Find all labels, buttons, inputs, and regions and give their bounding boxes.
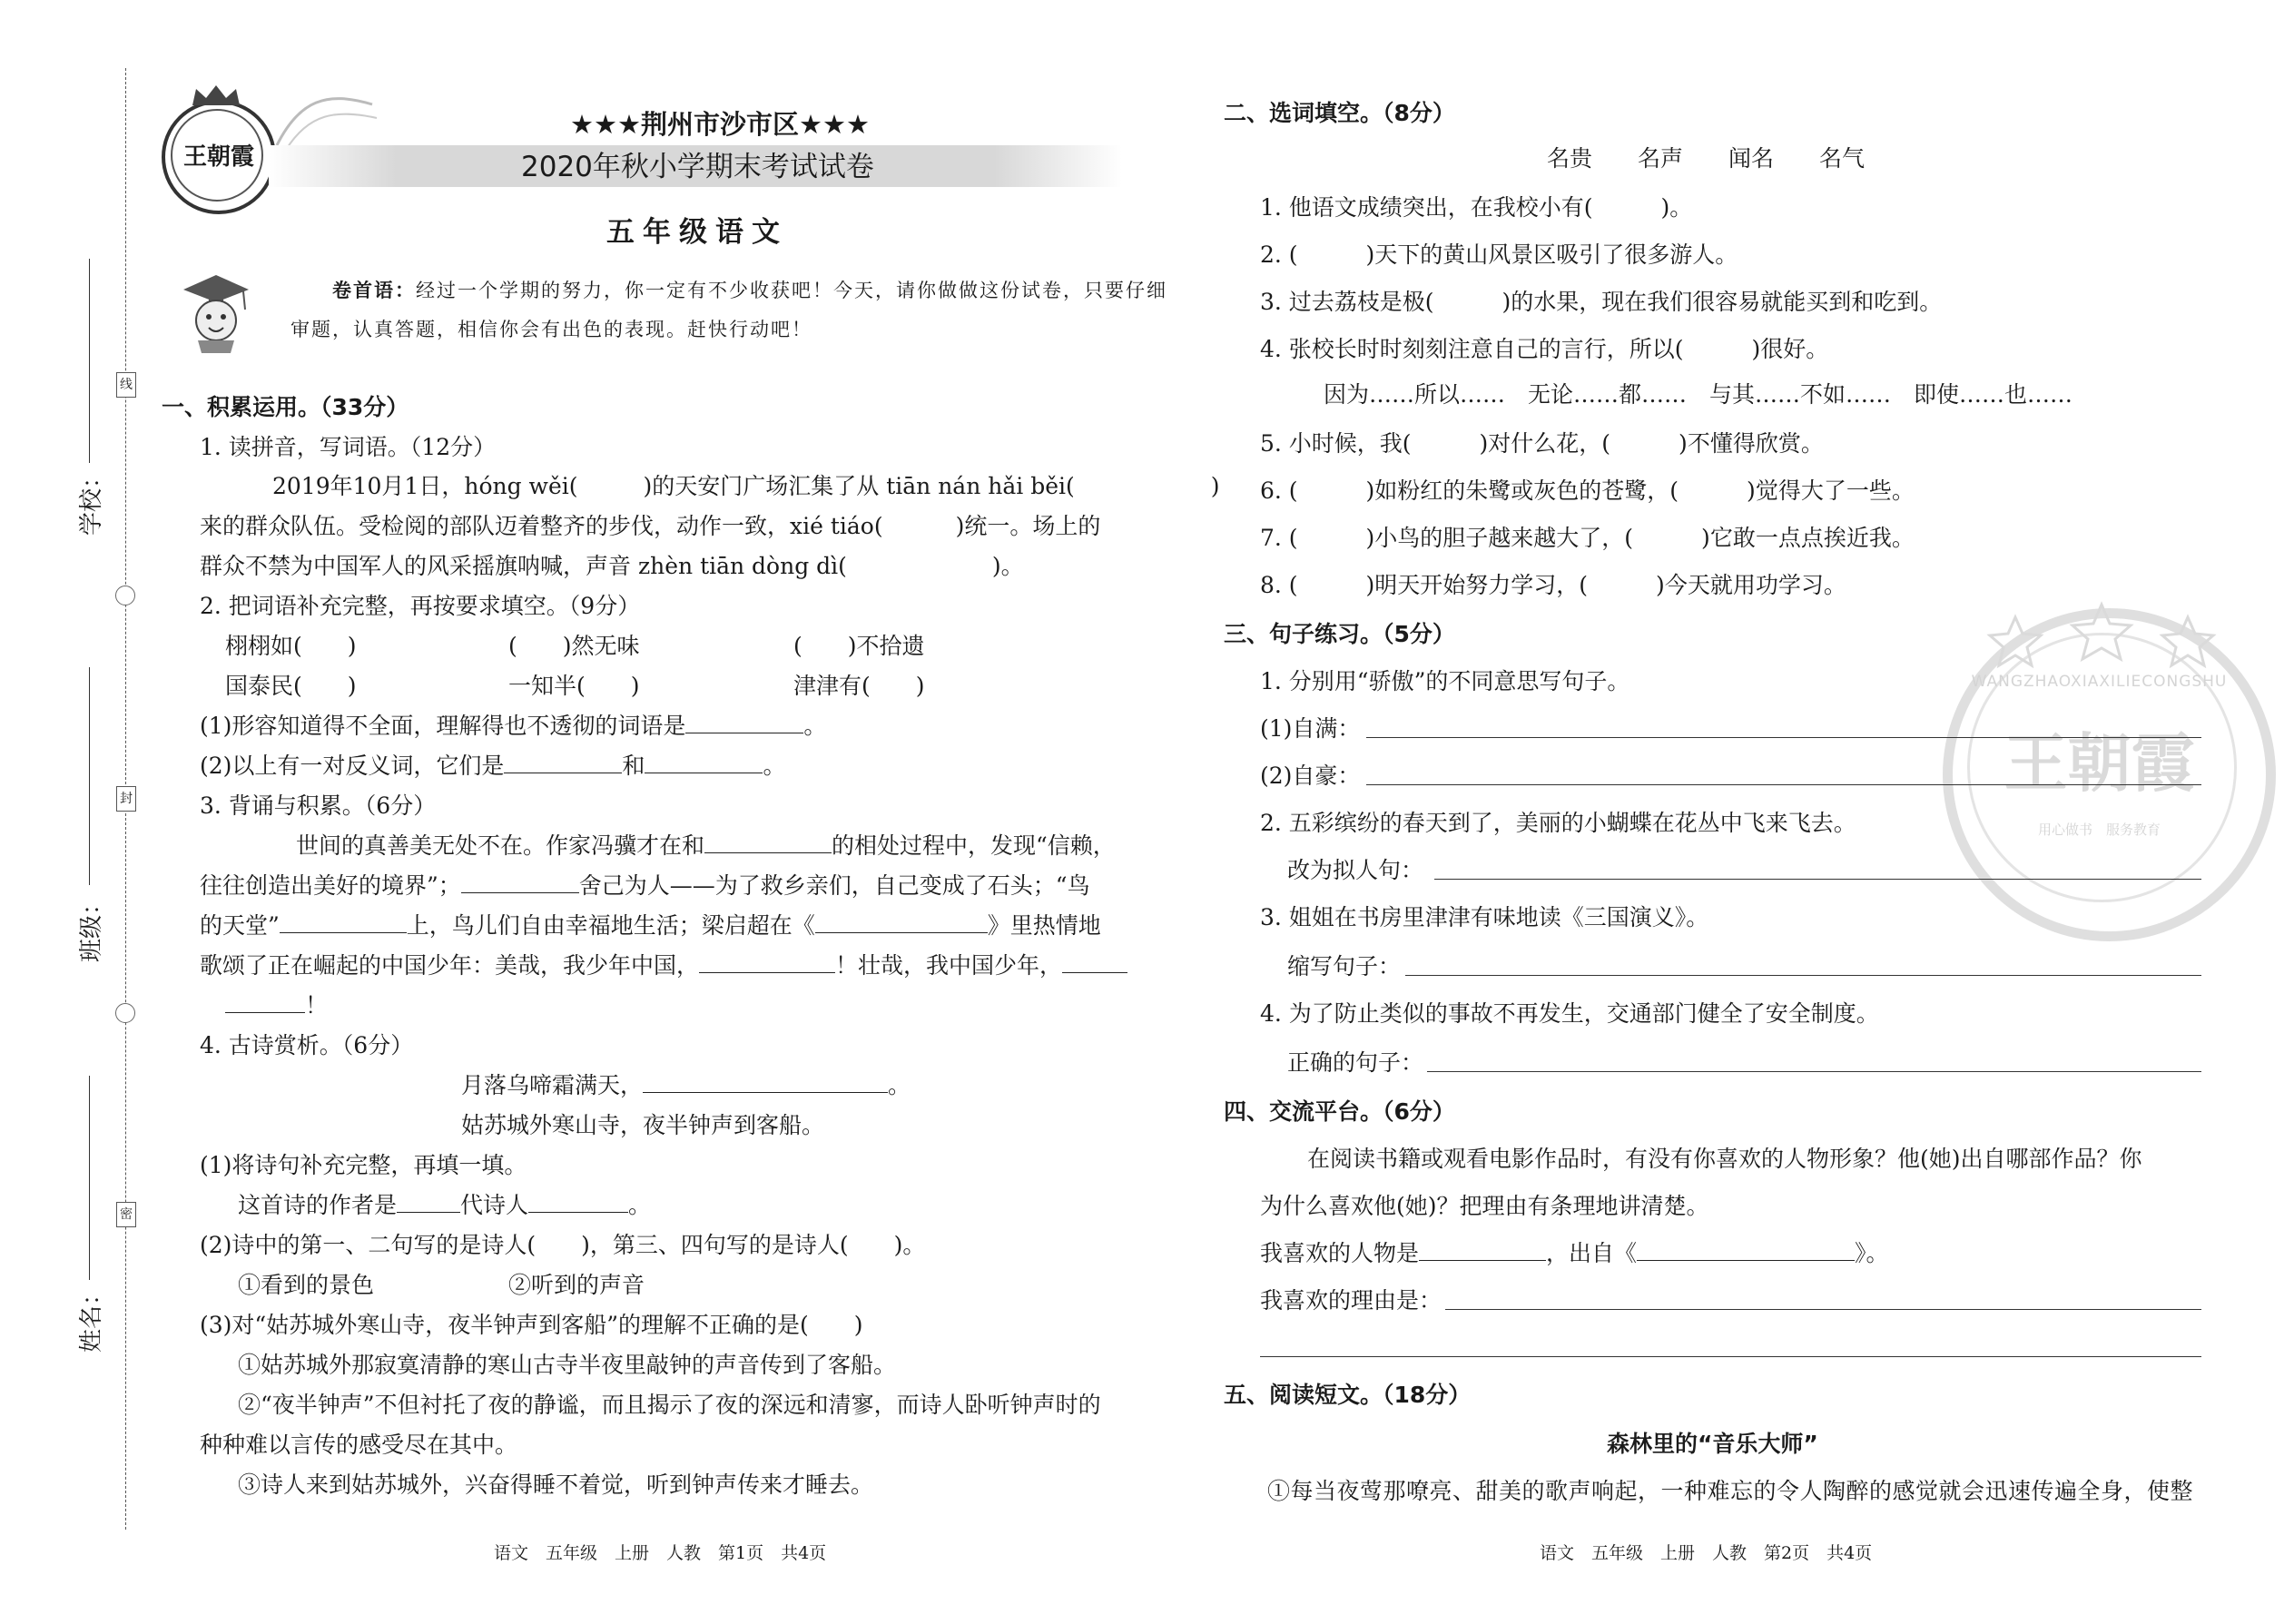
q1-line-2 — [200, 513, 1100, 540]
school-field[interactable] — [89, 259, 90, 463]
q2-s2-end: 。 — [763, 753, 786, 779]
school-label: 学校： — [78, 464, 105, 536]
s2-q6: 6. ( )如粉红的朱鹭或灰色的苍鹭，( )觉得大了一些。 — [1260, 477, 1915, 504]
q3-blank-6[interactable] — [1062, 952, 1127, 973]
section-4-title: 四、交流平台。（6分） — [1224, 1098, 1455, 1125]
q3-l3-b: 上，鸟儿们自由幸福地生活；梁启超在《 — [406, 912, 815, 939]
q1-l3-part-a: 群众不禁为中国军人的风采摇旗呐喊，声音 zhèn tiān dòng dì( — [200, 553, 847, 579]
q3-l3-c: 》里热情地 — [987, 912, 1101, 939]
q1-l1-part-c: ) — [1210, 473, 1220, 499]
word-bank: 名贵 名声 闻名 名气 — [1547, 145, 1866, 172]
q3-l4-b: ！壮哉，我中国少年， — [835, 952, 1063, 979]
q1-line-1 — [272, 473, 1220, 500]
q2-sub-2 — [200, 753, 785, 780]
q2-word-5: 一知半( ) — [508, 673, 640, 699]
q1-l1-part-a: 2019年10月1日，hóng wěi( — [272, 473, 578, 499]
s2-q1: 1. 他语文成绩突出，在我校小有( )。 — [1260, 194, 1693, 221]
watermark-slogan: 用心做书 服务教育 — [2037, 822, 2161, 838]
q4-sub-3-option-3: ③诗人来到姑苏城外，兴奋得睡不着觉，听到钟声传来才睡去。 — [238, 1471, 874, 1498]
q2-word-1: 栩栩如( ) — [225, 633, 357, 659]
q4-sub-1: (1)将诗句补充完整，再填一填。 — [200, 1152, 527, 1178]
seal-box-seal: 封 — [116, 786, 136, 812]
class-field[interactable] — [89, 667, 90, 885]
q3-title: 3. 背诵与积累。（6分） — [200, 792, 437, 819]
intro-line-1 — [332, 277, 1167, 304]
q2-title: 2. 把词语补充完整，再按要求填空。（9分） — [200, 593, 641, 619]
s3-q1-a-answer-line[interactable] — [1366, 737, 2201, 738]
section-3-title: 三、句子练习。（5分） — [1224, 621, 1455, 647]
q2-s1-blank[interactable] — [685, 713, 803, 733]
mascot-scholar-icon — [178, 268, 254, 354]
q3-line-5 — [225, 992, 328, 1019]
q3-line-2 — [200, 872, 1090, 900]
q3-blank-7[interactable] — [225, 992, 305, 1013]
s4-from-label: ，出自《 — [1546, 1240, 1638, 1266]
poem-l1-text: 月落乌啼霜满天， — [461, 1072, 644, 1098]
q4-sub-3: (3)对“姑苏城外寒山寺，夜半钟声到客船”的理解不正确的是( ) — [200, 1312, 863, 1338]
watermark-ring-text: WANGZHAOXIAXILIECONGSHU — [1971, 673, 2228, 691]
s4-character-label: 我喜欢的人物是 — [1260, 1240, 1420, 1266]
seal-box-line: 线 — [116, 372, 136, 398]
s4-work-blank[interactable] — [1637, 1240, 1855, 1261]
q3-l5-end: ！ — [305, 992, 329, 1019]
q2-word-6: 津津有( ) — [793, 673, 925, 699]
s4-line-2: 为什么喜欢他(她)？把理由有条理地讲清楚。 — [1260, 1193, 1709, 1219]
exam-region: ★★★荆州市沙市区★★★ — [570, 109, 870, 140]
q2-word-3: ( )不拾遗 — [793, 633, 925, 659]
q1-title: 1. 读拼音，写词语。（12分） — [200, 434, 497, 460]
q2-s1-text: (1)形容知道得不全面，理解得也不透彻的词语是 — [200, 713, 686, 739]
q1-l2-part-b: )统一。场上的 — [955, 513, 1101, 539]
q3-line-1 — [296, 832, 1116, 860]
q3-blank-5[interactable] — [699, 952, 835, 973]
conjunction-bank: 因为……所以…… 无论……都…… 与其……不如…… 即使……也…… — [1324, 381, 2073, 408]
s2-q2: 2. ( )天下的黄山风景区吸引了很多游人。 — [1260, 241, 1738, 268]
section-5-title: 五、阅读短文。（18分） — [1224, 1382, 1472, 1408]
q2-word-2: ( )然无味 — [508, 633, 640, 659]
name-label: 姓名： — [78, 1281, 105, 1353]
q1-l3-part-b: )。 — [991, 553, 1024, 579]
section-2-title: 二、选词填空。（8分） — [1224, 100, 1455, 126]
s4-character-blank[interactable] — [1419, 1240, 1546, 1261]
left-page-footer: 语文 五年级 上册 人教 第1页 共4页 — [494, 1543, 827, 1563]
hole-marker-1 — [115, 586, 135, 605]
q3-blank-3[interactable] — [280, 912, 407, 933]
q3-blank-4[interactable] — [815, 912, 988, 933]
q2-word-4: 国泰民( ) — [225, 673, 357, 699]
q4-sub-1-line — [238, 1192, 651, 1219]
poem-line-2: 姑苏城外寒山寺，夜半钟声到客船。 — [461, 1112, 825, 1138]
q4-poet-blank[interactable] — [528, 1192, 628, 1213]
q3-l1-a: 世间的真善美无处不在。作家冯骥才在和 — [296, 832, 705, 859]
s4-reason-line-2[interactable] — [1260, 1356, 2201, 1357]
q4-title: 4. 古诗赏析。（6分） — [200, 1032, 414, 1058]
q2-s2-text: (2)以上有一对反义词，它们是 — [200, 753, 505, 779]
q3-blank-1[interactable] — [704, 832, 832, 853]
s3-q2-answer-line[interactable] — [1434, 879, 2201, 880]
q2-s2-blank-1[interactable] — [504, 753, 622, 773]
q2-s2-blank-2[interactable] — [645, 753, 763, 773]
seal-box-secret: 密 — [116, 1202, 136, 1227]
name-field[interactable] — [89, 1076, 90, 1280]
brand-crown-icon — [191, 84, 241, 107]
hole-marker-2 — [115, 1003, 135, 1023]
s4-line-1: 在阅读书籍或观看电影作品时，有没有你喜欢的人物形象？他(她)出自哪部作品？你 — [1307, 1146, 2142, 1172]
section-1-title: 一、积累运用。（33分） — [162, 394, 409, 420]
q4-sub-3-option-1: ①姑苏城外那寂寞清静的寒山古寺半夜里敲钟的声音传到了客船。 — [238, 1352, 897, 1378]
right-page-footer: 语文 五年级 上册 人教 第2页 共4页 — [1540, 1543, 1873, 1563]
q2-s1-end: 。 — [803, 713, 827, 739]
s4-reason-line-1[interactable] — [1445, 1309, 2201, 1310]
s3-q2-label: 改为拟人句： — [1287, 857, 1424, 883]
q3-line-3 — [200, 912, 1101, 940]
s2-q5: 5. 小时候，我( )对什么花，( )不懂得欣赏。 — [1260, 430, 1824, 457]
s3-q3-answer-line[interactable] — [1405, 975, 2201, 976]
q1-line-3 — [200, 553, 1024, 580]
s3-q4-answer-line[interactable] — [1427, 1071, 2201, 1072]
q3-l4-a: 歌颂了正在崛起的中国少年：美哉，我少年中国， — [200, 952, 700, 979]
s3-q4-label: 正确的句子： — [1287, 1049, 1424, 1076]
q3-l2-a: 往往创造出美好的境界”； — [200, 872, 461, 899]
q1-l1-part-b: )的天安门广场汇集了从 tiān nán hǎi běi( — [643, 473, 1075, 499]
intro-label: 卷首语： — [332, 280, 416, 301]
intro-text-1: 经过一个学期的努力，你一定有不少收获吧！今天，请你做做这份试卷，只要仔细 — [416, 280, 1167, 301]
q4-poet-label: 代诗人 — [460, 1192, 529, 1218]
s4-reason-label: 我喜欢的理由是： — [1260, 1287, 1442, 1314]
s3-q1: 1. 分别用“骄傲”的不同意思写句子。 — [1260, 668, 1630, 694]
s4-line-3 — [1260, 1240, 1889, 1267]
subject-title: 五年级语文 — [606, 216, 788, 249]
class-label: 班级： — [78, 891, 105, 962]
q3-l3-a: 的天堂” — [200, 912, 280, 939]
brand-logo-text: 王朝霞 — [182, 143, 254, 171]
q4-sub-2-option-1: ①看到的景色 — [238, 1272, 375, 1298]
q4-sub-3-option-2b: 种种难以言传的感受尽在其中。 — [200, 1432, 518, 1458]
q4-sub-3-option-2a: ②“夜半钟声”不但衬托了夜的静谧，而且揭示了夜的深远和清寥，而诗人卧听钟声时的 — [238, 1392, 1101, 1418]
s3-q2: 2. 五彩缤纷的春天到了，美丽的小蝴蝶在花丛中飞来飞去。 — [1260, 810, 1856, 836]
s3-q4: 4. 为了防止类似的事故不再发生，交通部门健全了安全制度。 — [1260, 1000, 1879, 1027]
q4-dynasty-blank[interactable] — [397, 1192, 460, 1213]
exam-title: 2020年秋小学期末考试试卷 — [521, 151, 874, 183]
q4-s1-end: 。 — [628, 1192, 652, 1218]
q4-author-label: 这首诗的作者是 — [238, 1192, 398, 1218]
s3-q1-b-label: (2)自豪： — [1260, 763, 1361, 789]
s3-q3-label: 缩写句子： — [1287, 953, 1402, 979]
q3-l1-b: 的相处过程中，发现“信赖， — [832, 832, 1116, 859]
brand-logo — [162, 100, 276, 214]
q3-blank-2[interactable] — [461, 872, 579, 893]
watermark-stars-icon — [1961, 599, 2242, 681]
intro-line-2: 审题，认真答题，相信你会有出色的表现。赶快行动吧！ — [290, 319, 812, 340]
s3-q1-a-label: (1)自满： — [1260, 715, 1361, 742]
s3-q1-b-answer-line[interactable] — [1366, 784, 2201, 785]
watermark-brand-text: 王朝霞 — [2004, 725, 2195, 801]
story-line-1: ①每当夜莺那嘹亮、甜美的歌声响起，一种难忘的令人陶醉的感觉就会迅速传遍全身，使整 — [1267, 1478, 2194, 1504]
poem-l1-end: 。 — [888, 1072, 911, 1098]
s2-q7: 7. ( )小鸟的胆子越来越大了，( )它敢一点点挨近我。 — [1260, 525, 1915, 551]
poem-blank[interactable] — [643, 1072, 888, 1093]
q1-l2-part-a: 来的群众队伍。受检阅的部队迈着整齐的步伐，动作一致，xié tiáo( — [200, 513, 883, 539]
q2-s2-and: 和 — [622, 753, 645, 779]
s2-q3: 3. 过去荔枝是极( )的水果，现在我们很容易就能买到和吃到。 — [1260, 289, 1943, 315]
s4-l3-end: 》。 — [1855, 1240, 1889, 1266]
q4-sub-2: (2)诗中的第一、二句写的是诗人( )，第三、四句写的是诗人( )。 — [200, 1232, 926, 1258]
story-title: 森林里的“音乐大师” — [1607, 1431, 1818, 1457]
poem-line-1 — [461, 1072, 911, 1099]
q3-l2-b: 舍己为人——为了救乡亲们，自己变成了石头；“鸟 — [578, 872, 1090, 899]
s3-q3: 3. 姐姐在书房里津津有味地读《三国演义》。 — [1260, 904, 1709, 930]
q3-line-4 — [200, 952, 1127, 979]
q4-sub-2-option-2: ②听到的声音 — [508, 1272, 645, 1298]
s2-q4: 4. 张校长时时刻刻注意自己的言行，所以( )很好。 — [1260, 336, 1829, 362]
q2-sub-1 — [200, 713, 826, 740]
s2-q8: 8. ( )明天开始努力学习，( )今天就用功学习。 — [1260, 572, 1846, 598]
